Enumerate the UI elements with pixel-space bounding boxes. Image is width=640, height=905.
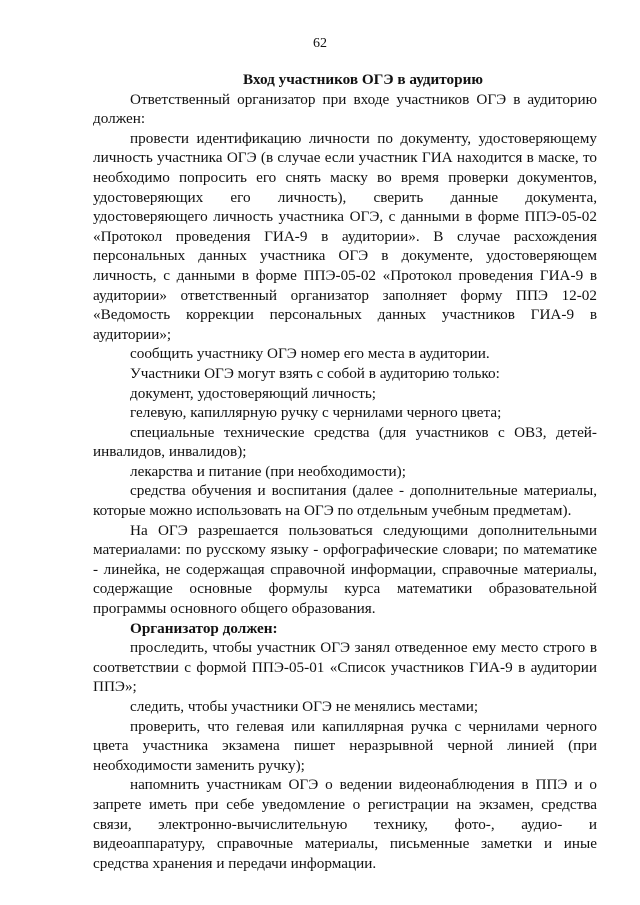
paragraph-additional-materials: На ОГЭ разрешается пользоваться следующими дополнительными материалами: по русскому языку - орфографические словари; по математике - линейка, не содержащая справочной информации, справочные материалы, содержащие основные формулы курса математики образовательной программы основного общего образования. (93, 521, 597, 618)
paragraph-allowed-document: документ, удостоверяющий личность; (130, 384, 377, 402)
paragraph-allowed-technical: специальные технические средства (для участников с ОВЗ, детей-инвалидов, инвалидов); (93, 423, 597, 461)
document-body (93, 70, 597, 873)
paragraph-allowed-pen: гелевую, капиллярную ручку с чернилами черного цвета; (130, 404, 502, 422)
section-title: Вход участников ОГЭ в аудиторию (243, 71, 483, 88)
paragraph-allowed-items-intro: Участники ОГЭ могут взять с собой в аудиторию только: (130, 364, 500, 382)
paragraph-seat-check: проследить, чтобы участник ОГЭ занял отведенное ему место строго в соответствии с формой ППЭ-05-01 «Список участников ГИА-9 в аудитории ППЭ»; (93, 639, 597, 696)
paragraph-seat-number: сообщить участнику ОГЭ номер его места в аудитории. (130, 345, 490, 363)
paragraph-allowed-medicine: лекарства и питание (при необходимости); (130, 462, 406, 480)
paragraph-allowed-materials: средства обучения и воспитания (далее - дополнительные материалы, которые можно использовать на ОГЭ по отдельным учебным предметам). (93, 482, 597, 520)
subheading-organizer: Организатор должен: (130, 619, 278, 637)
paragraph-identification: провести идентификацию личности по документу, удостоверяющему личность участника ОГЭ (в случае если участник ГИА находится в маске, то необходимо попросить его снять маску во время проверки документов, удостоверяющих его личность), сверить данные документа, удостоверяющего личность участника ОГЭ, с данными в форме ППЭ-05-02 «Протокол проведения ГИА-9 в аудитории». В случае расхождения персональных данных участника ОГЭ в документе, удостоверяющем личность, с данными в форме ППЭ-05-02 «Протокол проведения ГИА-9 в аудитории» ответственный организатор заполняет форму ППЭ 12-02 «Ведомость коррекции персональных данных участников ГИА-9 в аудитории»; (93, 129, 597, 343)
paragraph-pen-check: проверить, что гелевая или капиллярная ручка с чернилами черного цвета участника экзамена пишет неразрывной черной линией (при необходимости заменить ручку); (93, 717, 597, 774)
paragraph-intro: Ответственный организатор при входе участников ОГЭ в аудиторию должен: (93, 90, 597, 128)
paragraph-no-swapping: следить, чтобы участники ОГЭ не менялись местами; (130, 698, 479, 715)
page-number: 62 (313, 36, 327, 51)
paragraph-reminder: напомнить участникам ОГЭ о ведении видеонаблюдения в ППЭ и о запрете иметь при себе уведомление о регистрации на экзамен, средства связи, электронно-вычислительную технику, фото-, аудио- и видеоаппаратуру, справочные материалы, письменные заметки и иные средства хранения и передачи информации. (93, 776, 597, 872)
